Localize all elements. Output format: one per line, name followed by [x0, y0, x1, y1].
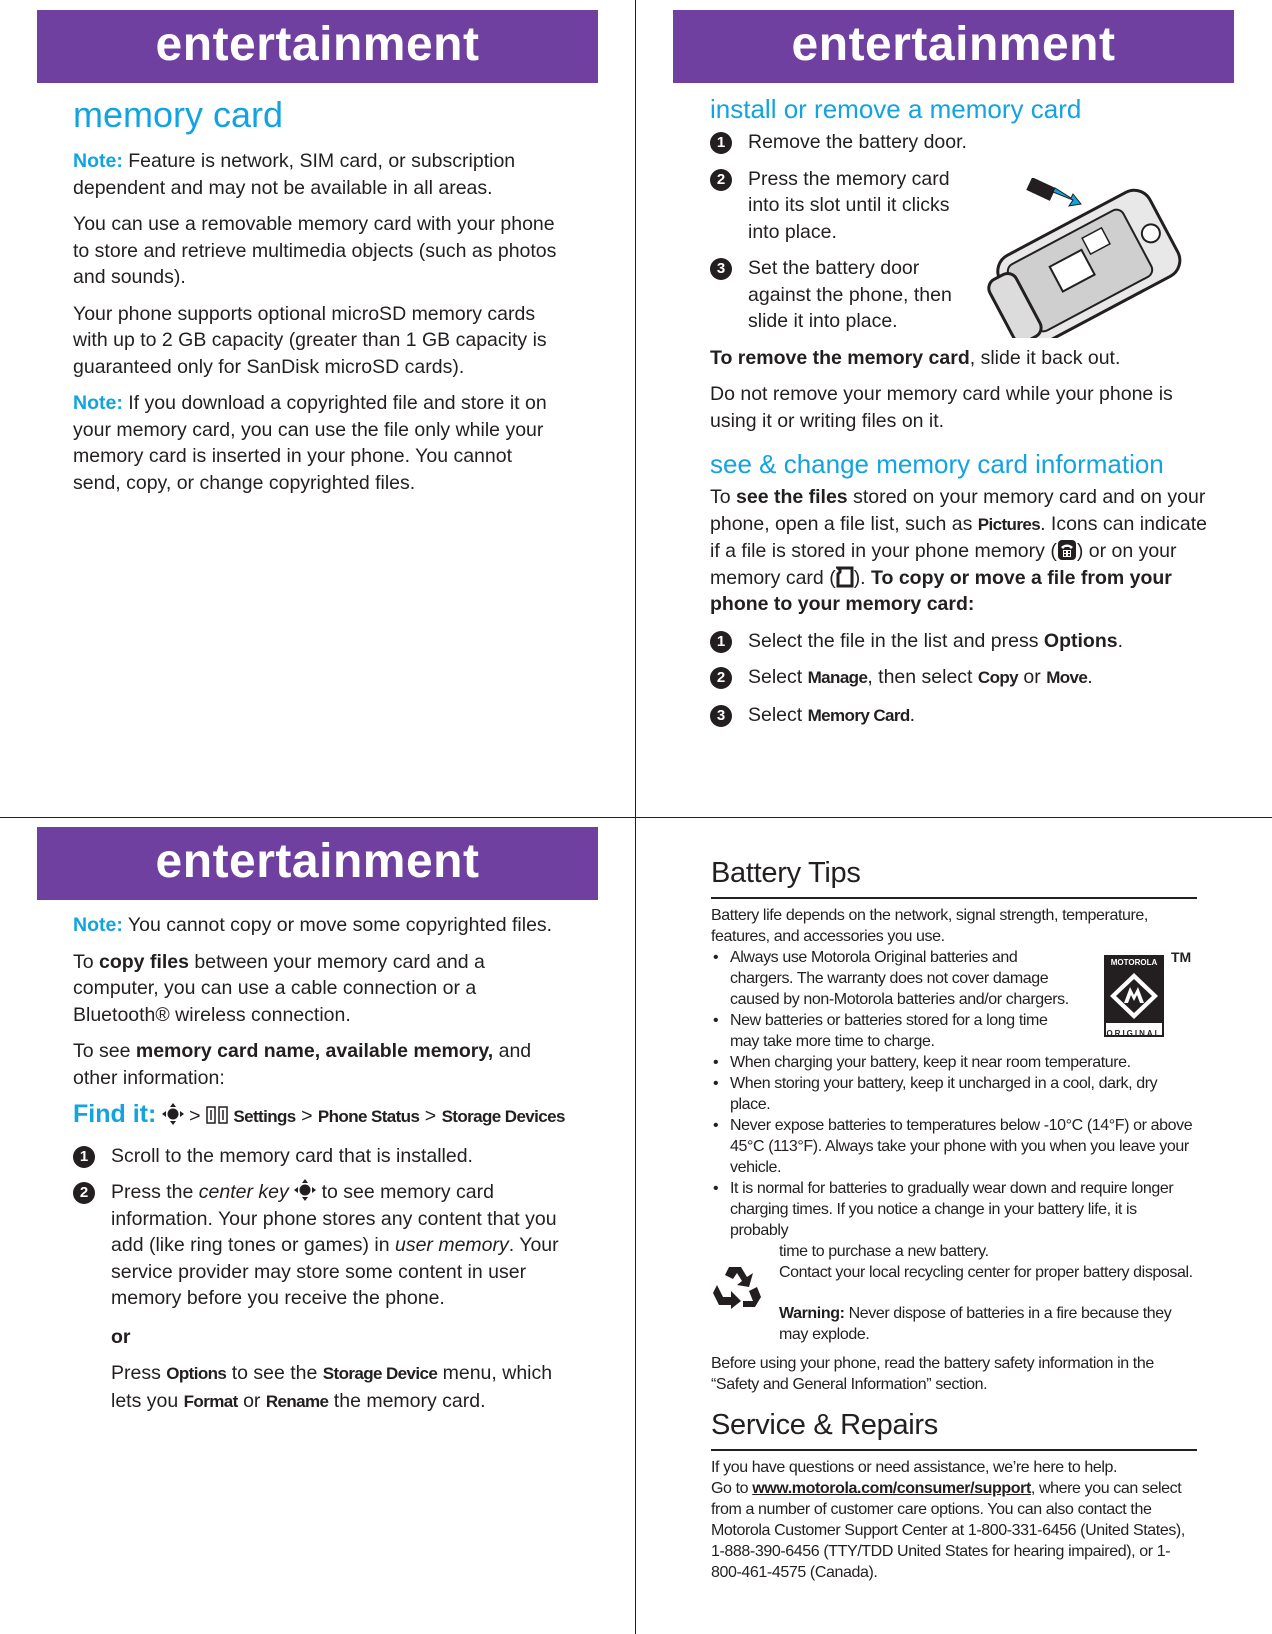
remove-rest: , slide it back out. [969, 346, 1121, 369]
motorola-original-logo [1104, 955, 1164, 1037]
step-number-1: 1 [73, 1146, 95, 1168]
or-separator: or [111, 1325, 131, 1348]
service-text-1: If you have questions or need assistance, we’re here to help. [711, 1459, 1118, 1476]
note-1-text: Feature is network, SIM card, or subscription dependent and may not be available in all areas. [73, 150, 516, 199]
battery-tips-title: Battery Tips [711, 855, 1197, 899]
warning-text: Warning: Never dispose of batteries in a fire because they may explode. [779, 1305, 1172, 1343]
remove-instruction [710, 345, 1210, 372]
bullet-item: • Always use Motorola Original batteries and chargers. The warranty does not cover damage caused by non-Motorola batteries and/or chargers. [711, 947, 1197, 1010]
copy-files-para: To copy files between your memory card and a computer, you can use a cable connection or a Bluetooth® wireless connection. [73, 950, 485, 1026]
note-2 [73, 390, 563, 496]
nav-key-icon [162, 1103, 184, 1125]
note-1 [73, 148, 563, 201]
heading-memory-card: memory card [73, 94, 284, 135]
phone-status-label: Phone Status [317, 1107, 420, 1126]
install-step-2-text: Press the memory card into its slot until it clicks into place. [748, 167, 950, 243]
storage-devices-label: Storage Devices [441, 1107, 565, 1126]
press-options-para: Press Options to see the Storage Device menu, which lets you Format or Rename the memory card. [111, 1362, 553, 1412]
remove-bold: To remove the memory card [710, 346, 970, 369]
install-step-3-text: Set the battery door against the phone, then slide it into place. [748, 257, 952, 332]
step-number-1: 1 [710, 631, 732, 653]
banner-top-left: entertainment [37, 10, 598, 83]
install-step-1 [710, 129, 970, 156]
horizontal-divider [0, 817, 1272, 818]
pictures-label: Pictures [977, 514, 1041, 534]
see-files-para: To see the files stored on your memory card and on your phone, open a file list, such as Pictures. Icons can indicate if a file is stored in your phone memory ( ) or on your memory card ( ). To copy or move a file from your phone to your memory card: [710, 486, 1207, 615]
phone-memory-icon [1057, 539, 1077, 561]
copy-step-2: 2 Select Manage, then select Copy or Move. [710, 664, 1210, 692]
before-using-text: Before using your phone, read the battery safety information in the “Safety and General Information” section. [711, 1355, 1154, 1393]
heading-see-change: see & change memory card information [710, 449, 1164, 479]
install-step-1-text: Remove the battery door. [748, 131, 967, 153]
recycle-section [711, 1241, 1197, 1345]
banner-bottom-left: entertainment [37, 827, 598, 900]
find-it-label: Find it: [73, 1100, 157, 1128]
bullet-item: • Never expose batteries to temperatures below -10°C (14°F) or above 45°C (113°F). Always take your phone with you when you leave your vehicle. [711, 1115, 1197, 1178]
step-number-3: 3 [710, 258, 732, 280]
settings-icon [206, 1105, 228, 1125]
panel-entertainment-info [73, 912, 573, 1425]
remove-warning: Do not remove your memory card while your phone is using it or writing files on it. [710, 383, 1173, 432]
step-number-2: 2 [710, 169, 732, 191]
battery-intro: Battery life depends on the network, signal strength, temperature, features, and accessories you use. [711, 907, 1148, 945]
install-step-3 [710, 255, 970, 335]
logo-bottom-text: ORIGINAL [1106, 1029, 1162, 1038]
see-info-para: To see memory card name, available memory, and other information: [73, 1040, 532, 1089]
phone-memory-card-illustration [985, 178, 1195, 338]
center-key-icon [294, 1179, 316, 1201]
para-1: You can use a removable memory card with your phone to store and retrieve multimedia objects (such as photos and sounds). [73, 213, 557, 288]
trademark-symbol: TM [1171, 949, 1192, 965]
info-step-1: 1 Scroll to the memory card that is installed. [73, 1143, 573, 1170]
bullet-continuation: time to purchase a new battery. [779, 1243, 989, 1260]
recycle-icon [711, 1263, 763, 1311]
motorola-logo-icon [1106, 969, 1162, 1023]
bullet-item: • It is normal for batteries to gradually wear down and require longer charging times. If you notice a change in your battery life, it is probably [711, 1178, 1197, 1241]
copyright-note: Note: You cannot copy or move some copyrighted files. [73, 914, 553, 936]
bullet-item: • When charging your battery, keep it near room temperature. [711, 1052, 1197, 1073]
panel-memory-card [73, 92, 563, 506]
note-label: Note: [73, 150, 123, 172]
find-it-path: Find it: > Settings > Phone Status > Storage Devices [73, 1100, 565, 1128]
step-number-3: 3 [710, 705, 732, 727]
para-2: Your phone supports optional microSD memory cards with up to 2 GB capacity (greater than 1 GB capacity is guaranteed only for SanDisk microSD cards). [73, 302, 547, 378]
step-number-1: 1 [710, 132, 732, 154]
recycle-text: Contact your local recycling center for proper battery disposal. [779, 1264, 1193, 1281]
install-step-2 [710, 166, 970, 246]
banner-top-right: entertainment [673, 10, 1234, 83]
bullet-item: • When storing your battery, keep it uncharged in a cool, dark, dry place. [711, 1073, 1197, 1115]
heading-install: install or remove a memory card [710, 94, 1082, 124]
support-link[interactable]: www.motorola.com/consumer/support [752, 1480, 1031, 1497]
logo-top-text: MOTOROLA [1106, 957, 1162, 969]
settings-label: Settings [233, 1107, 296, 1126]
note-2-text: If you download a copyrighted file and store it on your memory card, you can use the file only while your memory card is inserted in your phone. You cannot send, copy, or change copyrighted files. [73, 392, 547, 494]
copy-step-3: 3 Select Memory Card. [710, 702, 1210, 730]
step-number-2: 2 [710, 667, 732, 689]
service-repairs-title: Service & Repairs [711, 1407, 1197, 1451]
memory-card-icon [836, 566, 854, 588]
info-step-2: 2 Press the center key to see memory card information. Your phone stores any content that you add (like ring tones or games) in user memory. Your service provider may store some content in user memory before you receive the phone. [73, 1179, 573, 1312]
service-text-2: Go to www.motorola.com/consumer/support, where you can select from a number of customer care options. You can also contact the Motorola Customer Support Center at 1-800-331-6456 (United States), 1-888-390-6456 (TTY/TDD United States for hearing impaired), or 1-800-461-4575 (Canada). [711, 1480, 1185, 1581]
bullet-item: • New batteries or batteries stored for a long time may take more time to charge. [711, 1010, 1197, 1052]
step-number-2: 2 [73, 1182, 95, 1204]
copy-step-1: 1 Select the file in the list and press Options. [710, 628, 1210, 655]
note-label: Note: [73, 392, 123, 414]
